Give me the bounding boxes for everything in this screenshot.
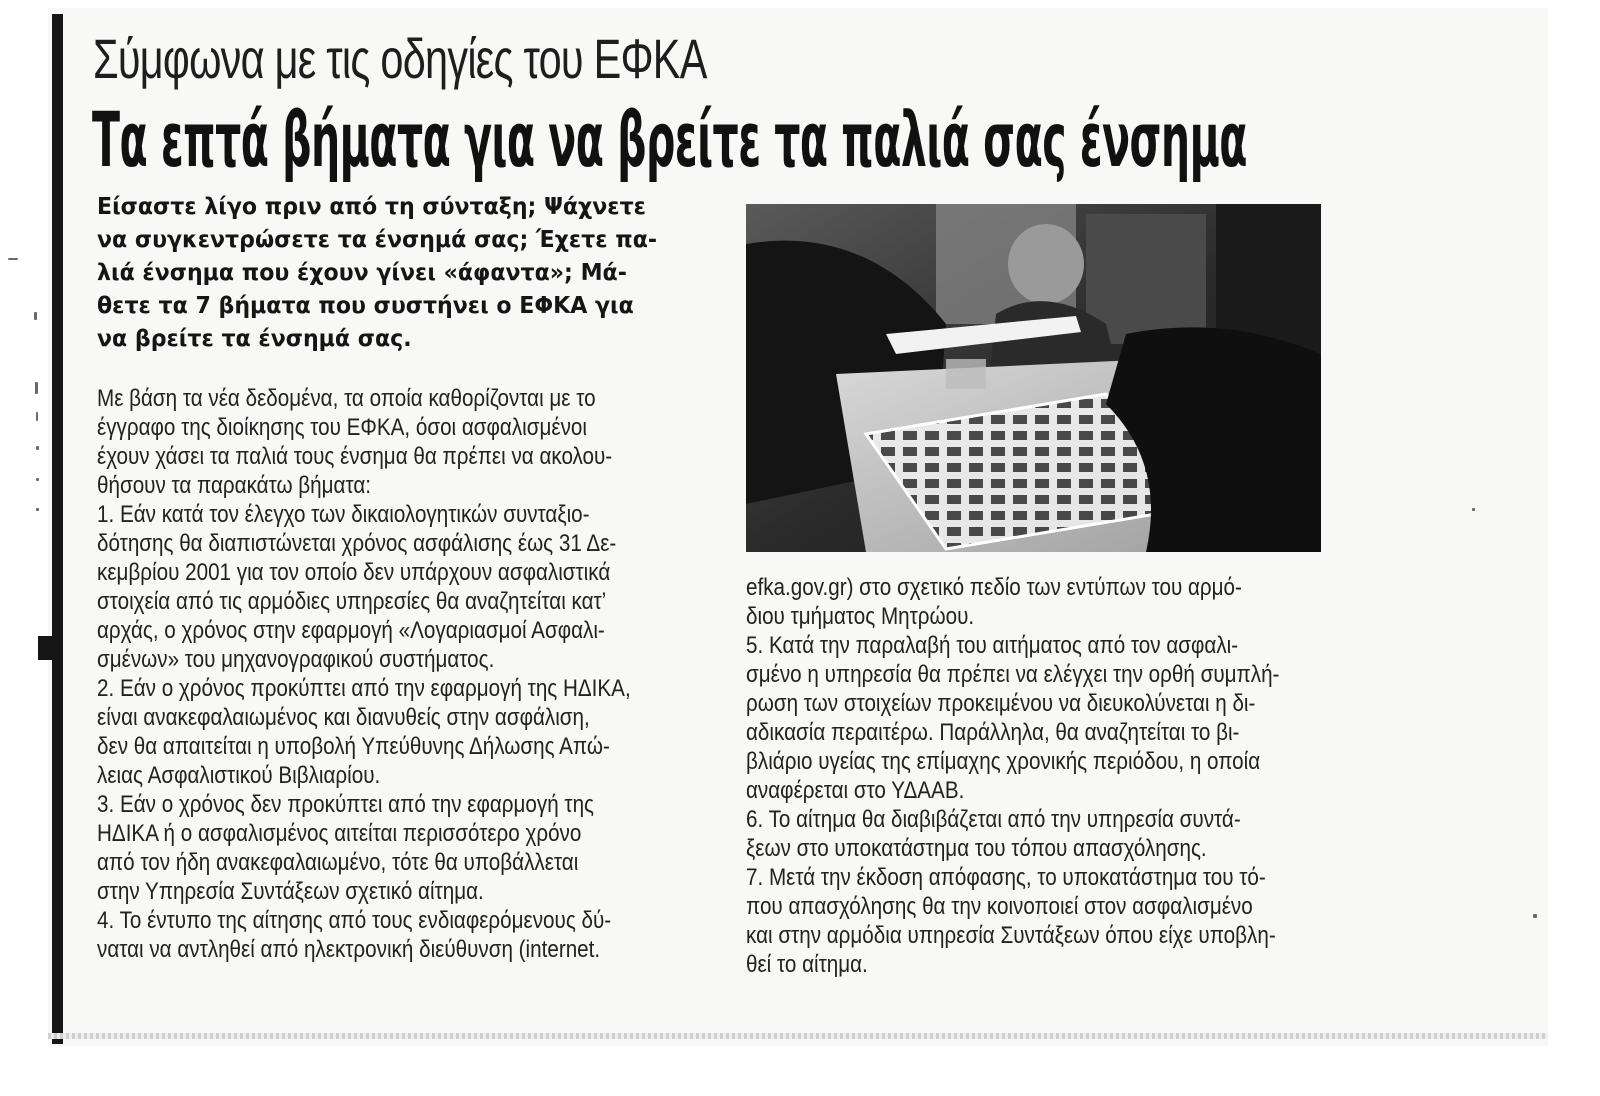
margin-tab-marker [38,636,62,660]
clipping-bottom-edge [48,1033,1548,1039]
body-line: Με βάση τα νέα δεδομένα, τα οποία καθορίζονται με το [97,385,596,412]
left-margin-rule [52,14,63,1044]
lead-line: λιά ένσημα που έχουν γίνει «άφαντα»; Μά- [97,260,627,286]
lead-line: Είσαστε λίγο πριν από τη σύνταξη; Ψάχνετε [97,194,646,220]
scan-speck [1472,508,1475,511]
body-line: αδικασία περαιτέρω. Παράλληλα, θα αναζητείται το βι- [746,719,1240,746]
body-line: 4. Το έντυπο της αίτησης από τους ενδιαφερόμενους δύ- [97,907,612,934]
scan-speck [34,312,37,320]
body-line: σμένων» του μηχανογραφικού συστήματος. [97,646,495,673]
scan-speck [36,446,39,450]
body-line: βλιάριο υγείας της επίμαχης χρονικής περιόδου, η οποία [746,748,1261,775]
body-line: διου τμήματος Μητρώου. [746,603,975,630]
body-line: 3. Εάν ο χρόνος δεν προκύπτει από την εφαρμογή της [97,791,594,818]
article-headline: Τα επτά βήματα για να βρείτε τα παλιά σας ένσημα [92,95,1247,184]
lead-line: να βρείτε τα ένσημά σας. [97,326,412,352]
body-line: θεί το αίτημα. [746,951,868,978]
body-line: δεν θα απαιτείται η υποβολή Υπεύθυνης Δήλωσης Απώ- [97,733,610,760]
article-photo [746,204,1321,552]
body-line: ναται να αντληθεί από ηλεκτρονική διεύθυνση (internet. [97,936,601,963]
body-line: και στην αρμόδια υπηρεσία Συντάξεων όπου είχε υποβλη- [746,922,1276,949]
body-line: στην Υπηρεσία Συντάξεων σχετικό αίτημα. [97,878,484,905]
scan-speck [8,258,18,260]
body-line: στοιχεία από τις αρμόδιες υπηρεσίες θα αναζητείται κατ’ [97,588,607,615]
scan-speck [36,508,39,511]
body-line: έχουν χάσει τα παλιά τους ένσημα θα πρέπει να ακολου- [97,443,613,470]
body-line: ρωση των στοιχείων προκειμένου να διευκολύνεται η δι- [746,690,1256,717]
body-line: 2. Εάν ο χρόνος προκύπτει από την εφαρμογή της ΗΔΙΚΑ, [97,675,631,702]
body-line: κεμβρίου 2001 για τον οποίο δεν υπάρχουν ασφαλιστικά [97,559,611,586]
body-line: δότησης θα διαπιστώνεται χρόνος ασφάλισης έως 31 Δε- [97,530,617,557]
body-line: ξεων στο υποκατάστημα του τόπου απασχόλησης. [746,835,1207,862]
body-line: λειας Ασφαλιστικού Βιβλιαρίου. [97,762,381,789]
body-line: θήσουν τα παρακάτω βήματα: [97,472,372,499]
scan-speck [1533,914,1537,918]
body-line: αναφέρεται στο ΥΔΑΑΒ. [746,777,965,804]
body-line: από τον ήδη ανακεφαλαιωμένο, τότε θα υποβάλλεται [97,849,579,876]
scan-speck [35,382,38,394]
body-line: 7. Μετά την έκδοση απόφασης, το υποκατάστημα του τό- [746,864,1266,891]
body-line: αρχάς, ο χρόνος στην εφαρμογή «Λογαριασμοί Ασφαλι- [97,617,605,644]
body-line: σμένο η υπηρεσία θα πρέπει να ελέγχει την ορθή συμπλή- [746,661,1280,688]
body-line: 5. Κατά την παραλαβή του αιτήματος από τον ασφαλι- [746,632,1239,659]
body-line: ΗΔΙΚΑ ή ο ασφαλισμένος αιτείται περισσότερο χρόνο [97,820,582,847]
body-line: έγγραφο της διοίκησης του ΕΦΚΑ, όσοι ασφαλισμένοι [97,414,587,441]
body-line: 6. Το αίτημα θα διαβιβάζεται από την υπηρεσία συντά- [746,806,1241,833]
article-supertitle: Σύμφωνα με τις οδηγίες του ΕΦΚΑ [93,27,707,90]
body-line: που απασχόλησης θα την κοινοποιεί στον ασφαλισμένο [746,893,1253,920]
lead-line: να συγκεντρώσετε τα ένσημά σας; Έχετε πα- [97,227,658,253]
body-line: efka.gov.gr) στο σχετικό πεδίο των εντύπων του αρμό- [746,574,1242,601]
lead-line: θετε τα 7 βήματα που συστήνει ο ΕΦΚΑ για [97,293,634,319]
body-line: 1. Εάν κατά τον έλεγχο των δικαιολογητικών συνταξιο- [97,501,590,528]
scan-speck [36,478,39,481]
body-line: είναι ανακεφαλαιωμένος και διανυθείς στην ασφάλιση, [97,704,590,731]
scan-speck [36,412,38,421]
